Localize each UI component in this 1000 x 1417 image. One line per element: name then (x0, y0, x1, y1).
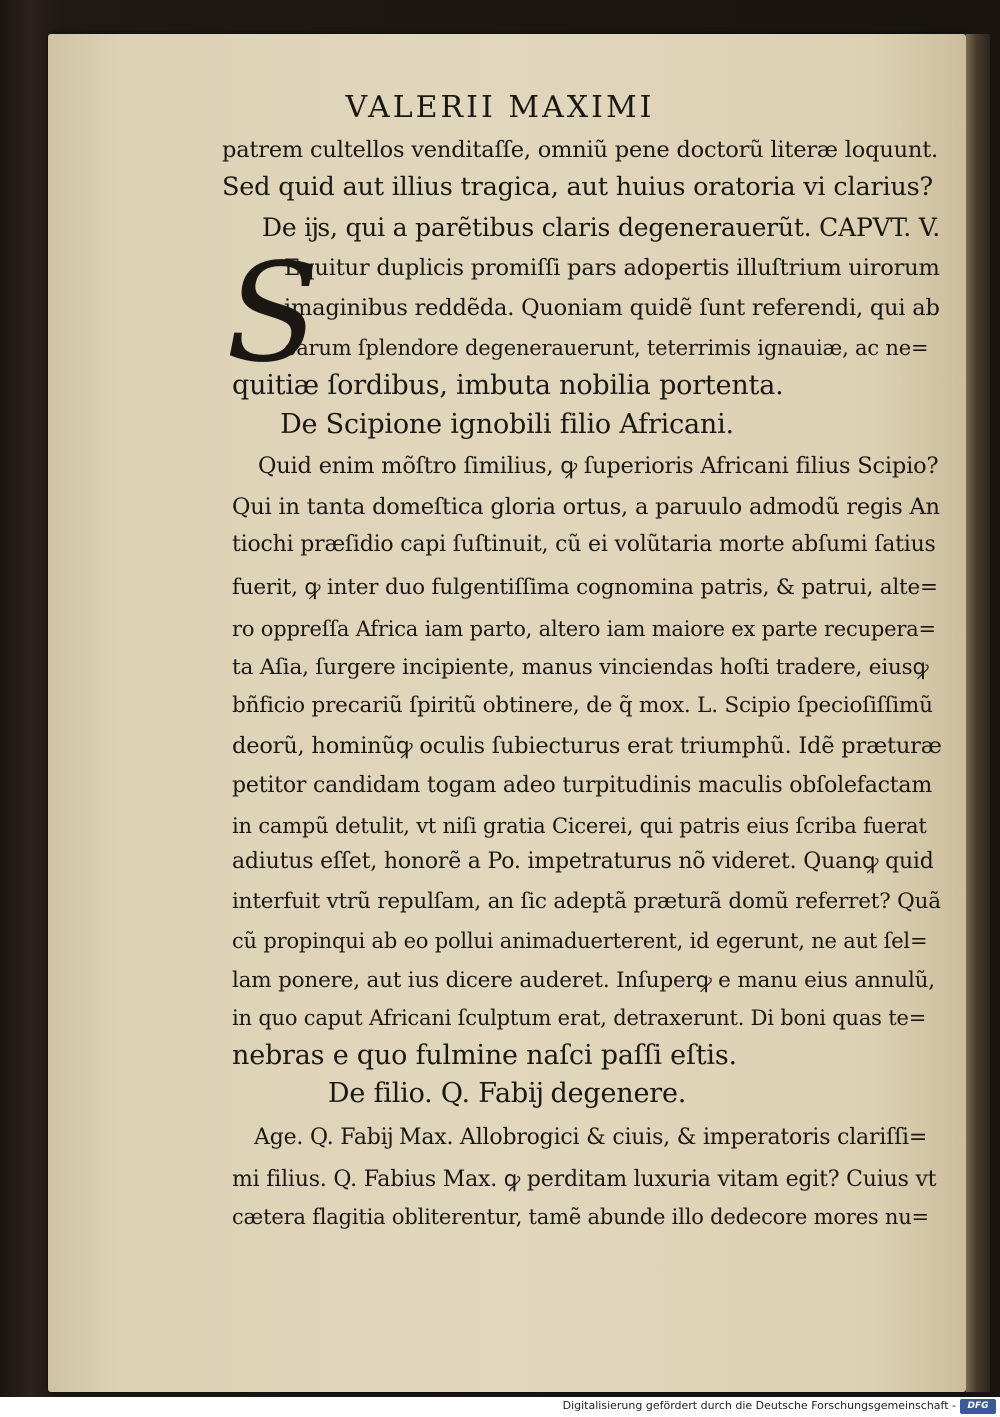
text-line: Sed quid aut illius tragica, aut huius oratoria vi clarius? (222, 172, 933, 202)
section-heading: De filio. Q. Fabĳ degenere. (327, 1078, 687, 1109)
text-line: interfuit vtrũ repulſam, an ſic adeptã præturã domũ referret? Quã (232, 889, 941, 914)
text-line: nebras e quo fulmine naſci paſſi eſtis. (232, 1040, 737, 1071)
text-line: lam ponere, aut ius dicere auderet. Inſuperꝙ e manu eius annulũ, (232, 968, 935, 993)
text-line: imaginibus reddẽda. Quoniam quidẽ ſunt referendi, qui ab (284, 295, 940, 321)
text-line: Qui in tanta domeſtica gloria ortus, a paruulo admodũ regis An (232, 494, 940, 520)
text-line: ta Aſia, ſurgere incipiente, manus vinciendas hoſti tradere, eiusꝙ (232, 655, 929, 680)
text-line: in quo caput Africani ſculptum erat, detraxerunt. Di boni quas te= (232, 1006, 927, 1030)
text-line: bñficio precariũ ſpiritũ obtinere, de q̃ mox. L. Scipio ſpecioſiſſimũ (232, 693, 933, 718)
footer-bar (0, 1397, 1000, 1417)
text-line: adiutus eſſet, honorẽ a Po. impetraturus nõ videret. Quanꝙ quid (232, 849, 934, 874)
section-heading: De Scipione ignobili filio Africani. (280, 409, 734, 440)
chapter-heading: De ĳs, qui a parẽtibus claris degenerauerũt. CAPVT. V. (262, 213, 940, 242)
text-line: in campũ detulit, vt niſi gratia Cicerei, qui patris eius ſcriba fuerat (232, 814, 927, 838)
funding-credit: Digitalisierung gefördert durch die Deutsche Forschungsgemeinschaft - (562, 1399, 956, 1412)
text-line: quitiæ ſordibus, imbuta nobilia portenta. (232, 370, 784, 401)
text-line: fuerit, ꝙ inter duo fulgentiſſima cognomina patris, & patrui, alte= (232, 575, 938, 600)
text-line: earum ſplendore degenerauerunt, teterrimis ignauiæ, ac ne= (284, 336, 929, 360)
text-line: ro oppreſſa Africa iam parto, altero iam maiore ex parte recupera= (232, 617, 936, 641)
text-line: cũ propinqui ab eo pollui animaduerterent, id egerunt, ne aut ſel= (232, 929, 928, 953)
dfg-logo: DFG (960, 1399, 996, 1414)
drop-cap: S (226, 235, 320, 393)
text-line: mi filius. Q. Fabius Max. ꝙ perditam luxuria vitam egit? Cuius vt (232, 1167, 937, 1192)
running-head: VALERII MAXIMI (345, 90, 655, 125)
text-line: petitor candidam togam adeo turpitudinis maculis obſolefactam (232, 773, 933, 798)
text-line: Quid enim mõſtro ſimilius, ꝙ ſuperioris Africani filius Scipio? (258, 453, 939, 479)
text-line: patrem cultellos venditaſſe, omniũ pene doctorũ literæ loquunt. (222, 137, 938, 163)
page-edge (966, 34, 990, 1392)
text-line: Age. Q. Fabĳ Max. Allobrogici & ciuis, & imperatoris clariſſi= (254, 1125, 928, 1150)
text-line: cætera flagitia obliterentur, tamẽ abunde illo dedecore mores nu= (232, 1205, 929, 1229)
text-line: Equitur duplicis promiſſi pars adopertis illuſtrium uirorum (284, 255, 940, 281)
text-line: tiochi præſidio capi ſuſtinuit, cũ ei volũtaria morte abſumi ſatius (232, 532, 936, 557)
text-line: deorũ, hominũꝙ oculis ſubiecturus erat triumphũ. Idẽ præturæ (232, 733, 942, 759)
